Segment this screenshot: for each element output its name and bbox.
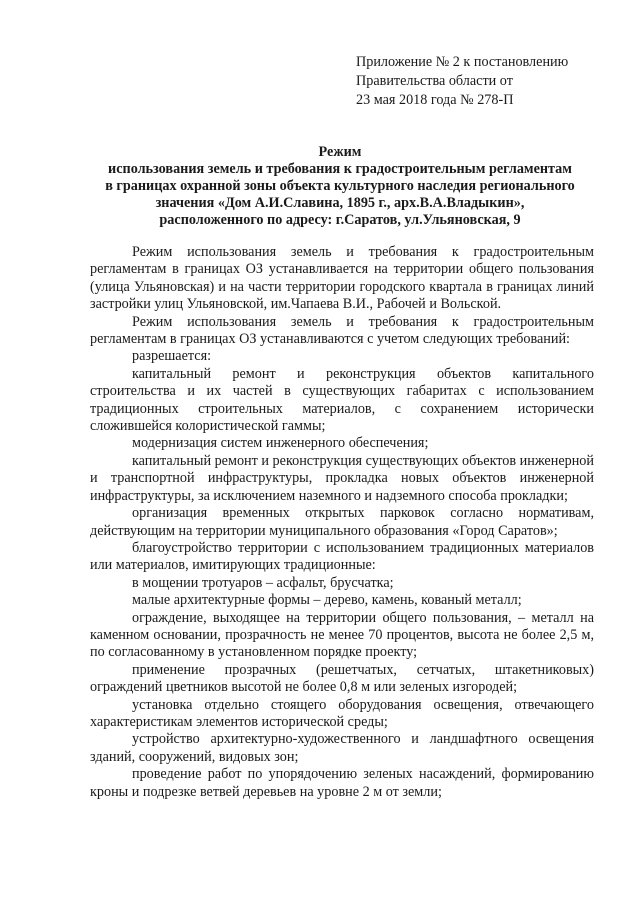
paragraph: проведение работ по упорядочению зеленых насаждений, формированию кроны и подрезке ветвей деревьев на уровне 2 м от земли;	[90, 766, 594, 800]
annex-line-3: 23 мая 2018 года № 278-П	[356, 92, 514, 108]
title-line-5: расположенного по адресу: г.Саратов, ул.Ульяновская, 9	[159, 212, 521, 228]
annex-line-1: Приложение № 2 к постановлению	[356, 54, 569, 70]
paragraph: ограждение, выходящее на территории общего пользования, – металл на каменном основании, прозрачность не менее 70 процентов, высота не более 2,5 м, по согласованному в установленном порядке проекту;	[90, 609, 594, 661]
paragraph: устройство архитектурно-художественного и ландшафтного освещения зданий, сооружений, видовых зон;	[90, 731, 594, 765]
annex-line-2: Правительства области от	[356, 73, 513, 89]
paragraph: Режим использования земель и требования к градостроительным регламентам в границах ОЗ устанавливаются с учетом следующих требований:	[90, 313, 594, 348]
paragraph: модернизация систем инженерного обеспечения;	[132, 435, 429, 452]
annex-header	[356, 53, 568, 110]
document-body	[90, 244, 594, 801]
title-line-3: в границах охранной зоны объекта культурного наследия регионального	[105, 178, 575, 194]
paragraph: разрешается:	[132, 348, 212, 365]
paragraph: Режим использования земель и требования к градостроительным регламентам в границах ОЗ устанавливается на территории общего пользования (улица Ульяновская) и на части территории городского квартала в границах линий застройки улиц Ульяновской, им.Чапаева В.И., Рабочей и Вольской.	[90, 244, 594, 313]
paragraph: капитальный ремонт и реконструкция объектов капитального строительства и их частей в существующих габаритах с использованием традиционных строительных материалов, с сохранением исторически сложившейся колористической гаммы;	[90, 365, 594, 435]
document-title	[80, 144, 600, 229]
title-line-1: Режим	[318, 144, 362, 160]
paragraph: установка отдельно стоящего оборудования освещения, отвечающего характеристикам элементов исторической среды;	[90, 696, 594, 730]
paragraph: организация временных открытых парковок согласно нормативам, действующим на территории муниципального образования «Город Саратов»;	[90, 505, 594, 539]
paragraph: применение прозрачных (решетчатых, сетчатых, штакетниковых) ограждений цветников высотой не более 0,8 м или зеленых изгородей;	[90, 661, 594, 696]
paragraph: малые архитектурные формы – дерево, камень, кованый металл;	[132, 592, 522, 609]
title-line-4: значения «Дом А.И.Славина, 1895 г., арх.В.А.Владыкин»,	[155, 195, 525, 211]
paragraph: в мощении тротуаров – асфальт, брусчатка;	[132, 574, 394, 591]
paragraph: благоустройство территории с использованием традиционных материалов или материалов, имитирующих традиционные:	[90, 539, 594, 574]
paragraph: капитальный ремонт и реконструкция существующих объектов инженерной и транспортной инфраструктуры, прокладка новых объектов инженерной инфраструктуры, за исключением наземного и надземного способа прокладки;	[90, 452, 594, 504]
title-line-2: использования земель и требования к градостроительным регламентам	[108, 161, 572, 177]
